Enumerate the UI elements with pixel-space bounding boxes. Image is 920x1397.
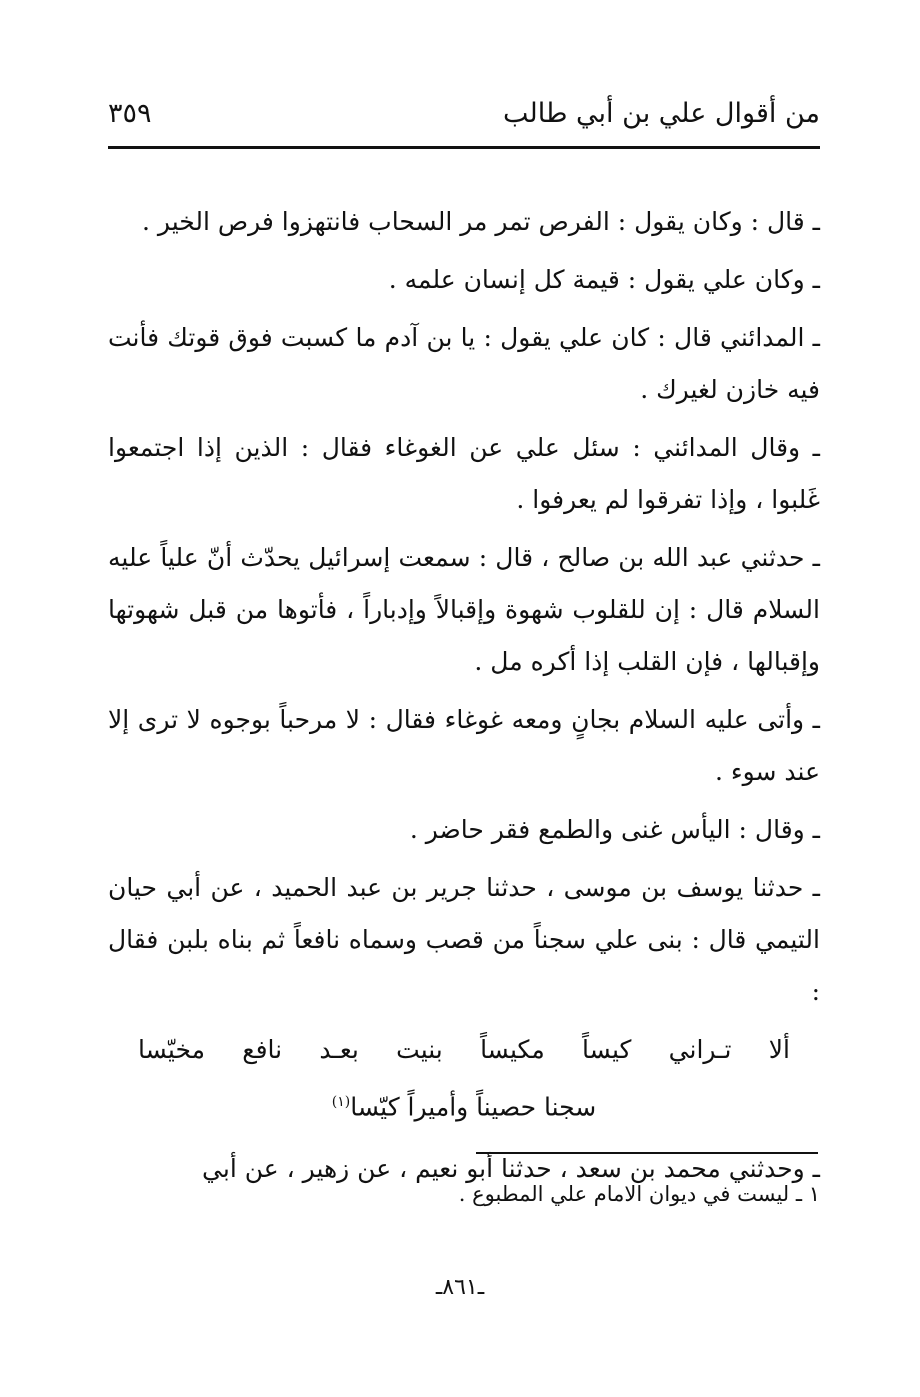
- folio-number: ـ٨٦١ـ: [435, 1275, 485, 1300]
- verse-line-with-footnote: [108, 1076, 820, 1133]
- paragraph: ـ حدثنا يوسف بن موسى ، حدثنا جرير بن عبد الحميد ، عن أبي حيان التيمي قال : بنى علي سجناً من قصب وسماه نافعاً ثم بناه بلبن فقال :: [108, 873, 820, 1006]
- paragraph: ـ وقال المدائني : سئل علي عن الغوغاء فقال : الذين إذا اجتمعوا غَلبوا ، وإذا تفرقوا لم يعرفوا .: [108, 433, 820, 514]
- poem: [108, 1024, 820, 1133]
- paragraph: ـ وكان علي يقول : قيمة كل إنسان علمه .: [388, 265, 820, 294]
- paragraph: ـ وأتى عليه السلام بجانٍ ومعه غوغاء فقال : لا مرحباً بوجوه لا ترى إلا عند سوء .: [108, 705, 820, 786]
- running-header: [108, 92, 820, 144]
- verse-text: سجنا حصيناً وأميراً كيّسا: [350, 1092, 597, 1122]
- footnote: ١ ـ ليست في ديوان الامام علي المطبوع .: [458, 1182, 820, 1206]
- body-text: [108, 196, 820, 1201]
- page-number: ٣٥٩: [108, 98, 152, 129]
- paragraph: ـ وحدثني محمد بن سعد ، حدثنا أبو نعيم ، عن زهير ، عن أبي: [202, 1154, 820, 1184]
- footnote-marker: (١): [331, 1094, 351, 1110]
- paragraph: ـ حدثني عبد الله بن صالح ، قال : سمعت إسرائيل يحدّث أنّ علياً عليه السلام قال : إن للقلوب شهوة وإقبالاً وإدباراً ، فأتوها من قبل شهوتها وإقبالها ، فإن القلب إذا أكره مل .: [108, 543, 820, 676]
- paragraph: ـ قال : وكان يقول : الفرص تمر مر السحاب فانتهزوا فرص الخير .: [142, 207, 820, 236]
- paragraph: ـ وقال : اليأس غنى والطمع فقر حاضر .: [409, 815, 820, 844]
- footnote-rule: [476, 1152, 818, 1154]
- paragraph: ـ المدائني قال : كان علي يقول : يا بن آدم ما كسبت فوق قوتك فأنت فيه خازن لغيرك .: [108, 323, 820, 404]
- running-title: من أقوال علي بن أبي طالب: [503, 98, 820, 129]
- header-rule: [108, 146, 820, 149]
- verse-line: ألا تـراني كيساً مكيساً بنيت بعـد نافع مخيّسا: [138, 1035, 790, 1064]
